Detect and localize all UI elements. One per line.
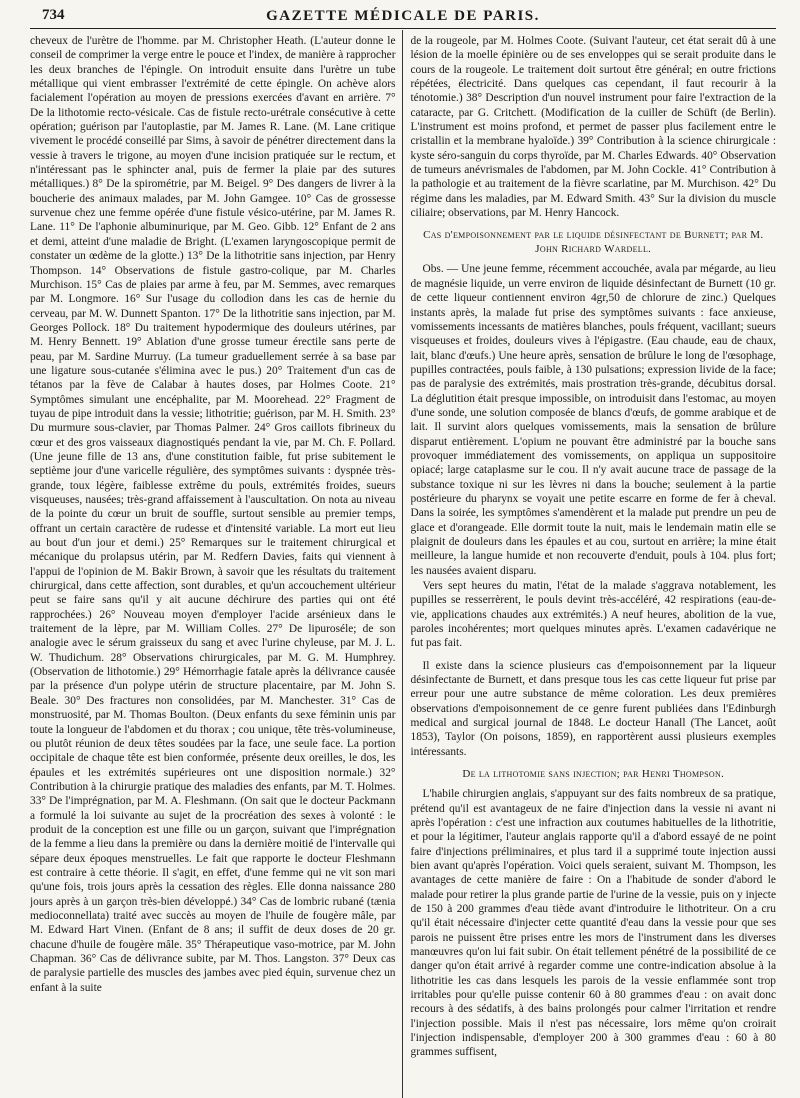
right-paragraph-4: Il existe dans la science plusieurs cas d'empoisonnement par la liqueur désinfectante de Burnett, et dans presque tous les cas cette liqueur fut prise par erreur pour une autre substance de même coloration. Les deux premières observations d'empoisonnement de ce genre furent publiées dans l'Edinburgh medical and surgical journal de 1848. Le docteur Hanall (The Lancet, août 1853), Taylor (On poisons, 1859), en rapportèrent aussi plusieurs exemples intéressants. <box>410 659 776 758</box>
left-paragraph-1: cheveux de l'urètre de l'homme. par M. Christopher Heath. (L'auteur donne le conseil de comprimer la verge entre le pouce et l'index, de manière à rapprocher les deux branches de l'épingle. On introduit ensuite dans l'urètre un tube métallique qui vient embrasser l'extrémité de cette épingle. On achève alors facialement l'opération au moyen de pressions exercées d'avant en arrière. 7° De la lithotomie recto-vésicale. Cas de fistule recto-urétrale consécutive à cette opération; guérison par l'autoplastie, par M. James R. Lane. (M. Lane critique vivement le procédé conseillé par Sims, à savoir de pénétrer directement dans la vessie à travers le trigone, au moyen d'une incision pratiquée sur le rectum, et n'intéressant pas le sphincter anal, puis de fermer la plaie par des sutures métalliques.) 8° De la spirométrie, par M. Beigel. 9° Des dangers de livrer à la boucherie des animaux malades, par M. John Gamgee. 10° Cas de grossesse survenue chez une femme opérée d'une fistule vésico-utérine, par M. James R. Lane. 11° De l'aphonie albuminurique, par M. Geo. Gibb. 12° Enfant de 2 ans et demi, atteint d'une maladie de Bright. (L'examen laryngoscopique permit de constater un œdème de la glotte.) 13° De la lithotritie sans injection, par Henry Thompson. 14° Observations de fistule gastro-colique, par M. Charles Murchison. 15° Cas de plaies par arme à feu, par M. Semmes, avec remarques par M. Longmore. 16° Sur l'usage du collodion dans les cas de hernie du cerveau, par M. W. Dunnett Spanton. 17° De la lithotritie sans injection, par M. Georges Pollock. 18° Du traitement hypodermique des douleurs utérines, par M. Henry Bennett. 19° Ablation d'une grosse tumeur érectile sans perte de peau, par M. Sardine Murruy. (La tumeur graduellement serrée à sa base par une ligature sous-cutanée s'élimina avec le pus.) 20° Traitement d'un cas de tétanos par la fève de Calabar à hautes doses, par Holmes Coote. 21° Symptômes simulant une encéphalite, par M. Moorehead. 22° Fragment de tuyau de pipe introduit dans la vessie; lithotritie; guérison, par M. H. Smith. 23° Du murmure sous-clavier, par Thomas Palmer. 24° Gros caillots fibrineux du cœur et des gros vaisseaux diagnostiqués pendant la vie, par M. Ch. F. Pollard. (Une jeune fille de 13 ans, d'une constitution faible, fut prise subitement le septième jour d'une varicelle régulière, des symptômes suivants : dyspnée très-grande, toux légère, faiblesse extrême du pouls, extrémités froides, sueurs visqueuses, nausées; très-grand affaissement à l'auscultation. On nota au niveau de la pointe du cœur un bruit de souffle, surtout sensible au premier temps, offrant un certain caractère de rudesse et d'intensité variable. La mort eut lieu au bout d'un jour et demi.) 25° Remarques sur le traitement chirurgical et mécanique du prolapsus utérin, par M. Redfern Davies, faits qui viennent à l'appui de l'opinion de M. Bakir Brown, à savoir que les résultats du traitement chirurgical, dans cette affection, sont durables, et qu'un accouchement ultérieur peut se faire sans qu'il y ait aucune déchirure des parties qui ont été rapprochées.) 26° Nouveau moyen d'employer l'acide arsénieux dans le traitement de la lèpre, par M. William Colles. 27° De lipuroséle; de son analogie avec le sérum graisseux du sang et avec l'urine chyleuse, par M. J. L. W. Thudichum. 28° Observations chirurgicales, par M. G. M. Humphrey. (Observation de lithotomie.) 29° Hémorrhagie fatale après la délivrance causée par la présence d'un polype utérin de structure placentaire, par M. John S. Beale. 30° Des fractures non consolidées, par M. Manchester. 31° Cas de monstruosité, par M. Thomas Boulton. (Deux enfants du sexe féminin unis par toute la longueur de l'abdomen et du thorax ; cou unique, tête très-volumineuse, ou plutôt réunion de deux têtes soudées par la face, une seule face. La portion occipitale de chaque tête est bien conformée, présente deux oreilles, le dos, les épaules et les extrémités supérieures ont une disposition normale.) 32° Contribution à la chirurgie pratique des maladies des enfants, par M. T. Holmes. 33° De l'imprégnation, par M. A. Fleshmann. (On sait que le docteur Packmann a formulé la loi suivante au sujet de la procréation des sexes à volonté : le produit de la conception est une fille ou un garçon, suivant que l'imprégnation de la femme a lieu dans la première ou dans la dernière moitié de l'intervalle qui sépare deux époques menstruelles. Le fait que rapporte le docteur Fleshmann est contraire à cette théorie. Il s'agit, en effet, d'une femme qui ne vit son mari qu'une fois, trois jours après la cessation des règles. Elle donna naissance 280 jours après à un garçon très-bien développé.) 34° Cas de lombric rubané (tænia medioconnellata) traité avec succès au moyen de l'huile de fougère mâle, par M. Edward Hart Vinen. (Enfant de 8 ans; il suffit de deux doses de 20 gr. chacune d'huile de fougère mâle. 35° Thérapeutique vaso-motrice, par M. John Chapman. 36° Cas de délivrance subite, par M. Thos. Langston. 37° Deux cas de paralysie partielle des muscles des jambes avec pied équin, survenue chez un enfant à la suite <box>30 35 396 994</box>
page-number: 734 <box>42 7 65 23</box>
right-paragraph-2: Obs. — Une jeune femme, récemment accouchée, avala par mégarde, au lieu de magnésie liquide, un verre environ de liquide désinfectant de Burnett (10 gr. de cette liqueur contiennent environ 4gr,50 de chlorure de zinc.) Quelques instants après, la malade fut prise des symptômes suivants : face anxieuse, vomissements incessants de matières blanches, pouls fréquent, vacillant; sueurs visqueuses et froides, douleurs vives à l'épigastre. (Eau chaude, eau de chaux, lait, blanc d'œufs.) Une heure après, sensation de brûlure le long de l'œsophage, pupilles contractées, pouls faible, à 130 pulsations; expression livide de la face; pas de paralysie des extrémités, mais prostration très-grande, décubitus dorsal. La déglutition était presque impossible, on introduisit dans l'estomac, au moyen d'une sonde, une solution composée de blancs d'œufs, de gomme arabique et de lait. Il survint alors quelques vomissements, mais la sensation de brûlure disparut entièrement. L'opium ne pouvant être administré par la bouche sans provoquer immédiatement des vomissements, on appliqua un suppositoire opiacé; large cataplasme sur le cou. Il n'y avait aucune trace de passage de la substance toxique ni sur les lèvres ni dans la bouche; seulement à la partie postérieure du pharynx se voyait une petite escarre en forme de fer à cheval. Dans la soirée, les symptômes s'amendèrent et la malade put prendre un peu de glace et d'orangeade. Elle dormit toute la nuit, mais le lendemain matin elle se plaignit de douleurs dans les épaules et au cou, surtout en arrière; la mine était meilleure, la langue humide et non recouverte d'enduit, pouls à 104. plus fort; les nausées avaient disparu. <box>410 263 776 577</box>
text-columns <box>30 34 776 1098</box>
section-heading-burnett: Cas d'empoisonnement par le liquide désinfectant de Burnett; par M. John Richard Wardell. <box>423 229 764 256</box>
section-heading-lithotomie: De la lithotomie sans injection; par Henri Thompson. <box>462 768 725 781</box>
right-paragraph-5: L'habile chirurgien anglais, s'appuyant sur des faits nombreux de sa pratique, prétend qu'il est avantageux de ne faire d'injection dans la vessie ni avant ni après l'opération : c'est une infraction aux coutumes habituelles de la lithotritie, et pour la légitimer, l'auteur anglais rapporte qu'il a d'abord essayé de ne point faire d'injections préliminaires, et plus tard il a supprimé toute injection aussi bien avant qu'après l'opération. Voici quels seraient, suivant M. Thompson, les avantages de cette manière de faire : On a l'habitude de sonder d'abord le malade pour retirer la plus grande partie de l'urine de la vessie, puis on y injecte de 150 à 200 grammes d'eau tiède avant d'introduire le lithotriteur. On a cru qu'il était nécessaire d'injecter cette quantité d'eau dans la vessie pour que ses parois ne puissent être prises entre les mors de l'instrument dans les diverses manœuvres qu'on lui fait subir. On était tellement pénétré de la possibilité de ce danger qu'on était arrivé à regarder comme une contre-indication absolue à la lithotritie les cas dans lesquels les parois de la vessie enflammée sont trop irritables pour qu'elle puisse contenir 60 à 80 grammes d'eau : on avait donc recours à des sédatifs, à des bains prolongés pour calmer l'irritation et rendre l'injection possible. Mais il n'est pas nécessaire, lors même qu'on croirait l'injection indispensable, d'employer 200 à 300 grammes d'eau : 60 à 80 grammes suffisent, <box>410 788 776 1059</box>
paragraph-gap <box>411 652 777 659</box>
right-column <box>403 34 777 1098</box>
left-column <box>30 34 402 1098</box>
running-header <box>30 4 776 29</box>
right-paragraph-1: de la rougeole, par M. Holmes Coote. (Suivant l'auteur, cet état serait dû à une lésion de la moelle épinière ou de ses enveloppes qui se serait produite dans le cours de la rougeole. Le traitement doit surtout être général; en outre frictions répétées, électricité. Dans quelques cas cependant, il faut recourir à la ténotomie.) 38° Description d'un nouvel instrument pour faire l'extraction de la cataracte, par G. Critchett. (Modification de la cuiller de Schüft (de Berlin). L'instrument est moins profond, et permet de passer plus facilement entre le cristallin et la membrane hyaloïde.) 39° Contribution à la science chirurgicale : kyste séro-sanguin du corps thyroïde, par M. Charles Edwards. 40° Observation de tumeurs anévrismales de l'abdomen, par M. John Cockle. 41° Contribution à la pathologie et au traitement de la fièvre scarlatine, par M. Murchison. 42° Du régime dans les maladies, par M. Edward Smith. 43° Sur la division du muscle ciliaire; observations, par M. Henry Hancock. <box>410 35 776 220</box>
right-paragraph-3: Vers sept heures du matin, l'état de la malade s'aggrava notablement, les pupilles se resserrèrent, le pouls devint très-accéléré, 42 respirations (eau-de-vie, applications chaudes aux extrémités.) A neuf heures, abolition de la vue, paroles incohérentes; mort quelques minutes après. L'examen cadavérique ne fut pas fait. <box>410 580 776 650</box>
journal-title: GAZETTE MÉDICALE DE PARIS. <box>266 8 540 24</box>
